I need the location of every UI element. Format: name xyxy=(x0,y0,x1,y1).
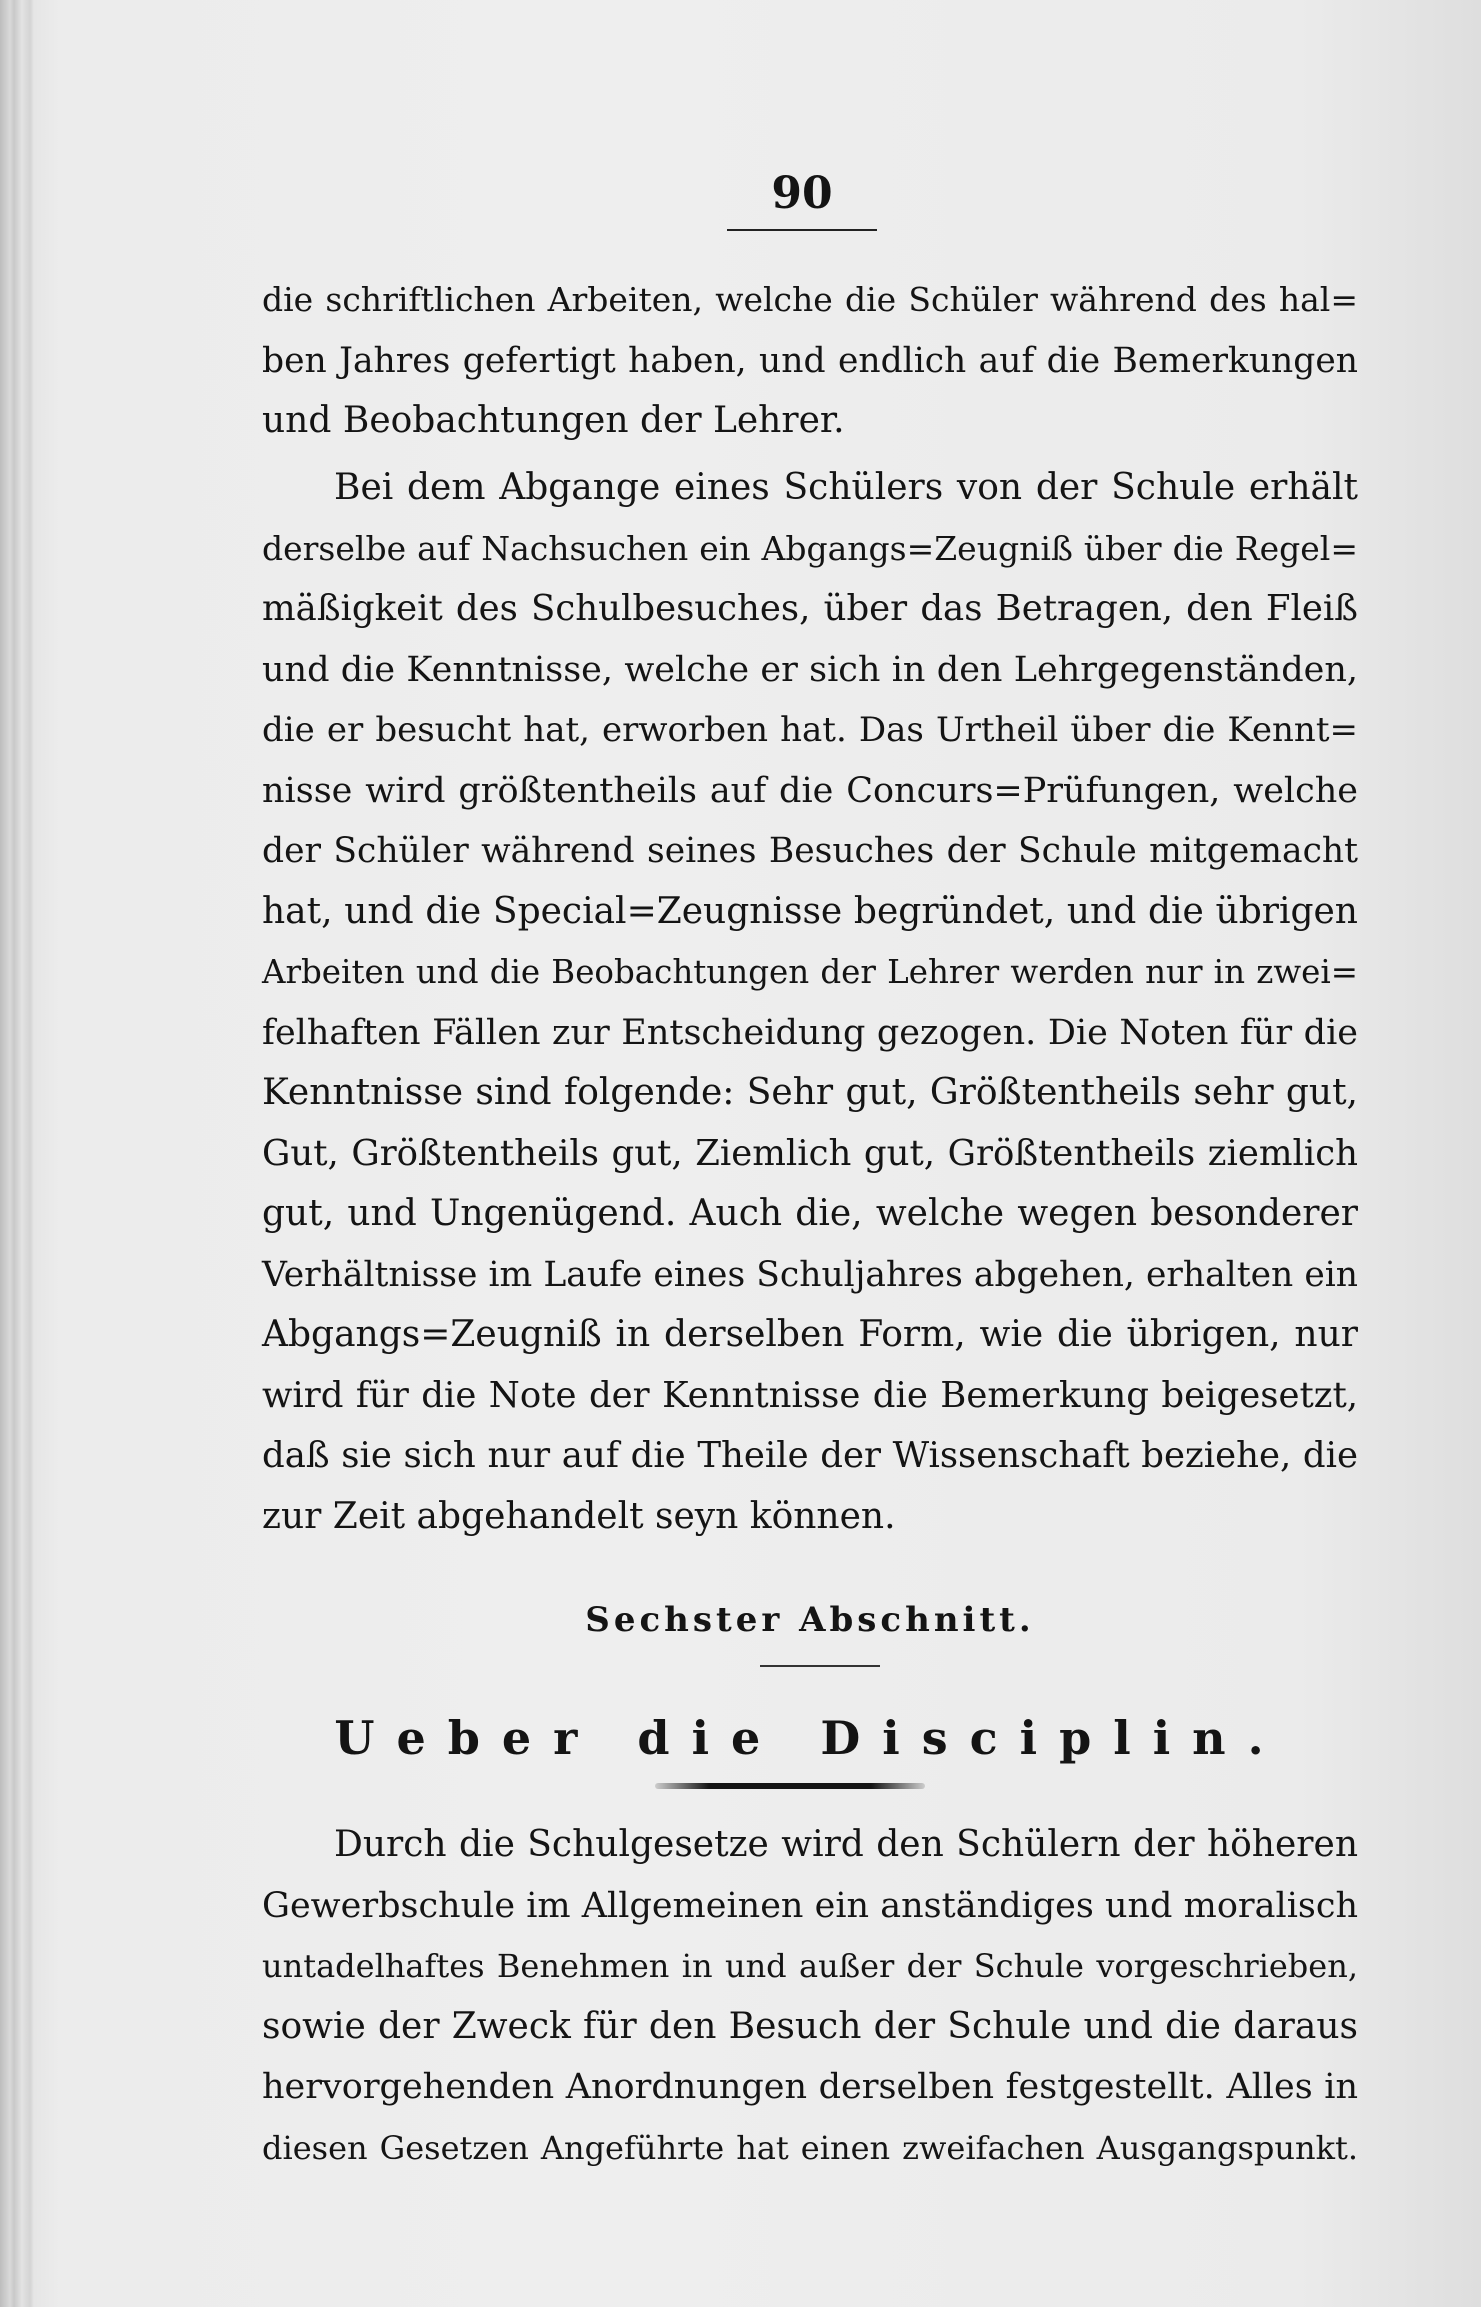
text-line: sowie der Zweck für den Besuch der Schule und die daraus xyxy=(262,2005,1358,2047)
paragraph-leaving-certificate xyxy=(262,458,1358,1547)
text-line: hat, und die Special=Zeugnisse begründet, und die übrigen xyxy=(262,890,1358,932)
section-heading-rule xyxy=(760,1665,880,1667)
text-line: Gut, Größtentheils gut, Ziemlich gut, Größtentheils ziemlich xyxy=(262,1132,1358,1174)
text-line: nisse wird größtentheils auf die Concurs=Prüfungen, welche xyxy=(262,770,1358,811)
page-binding-edge xyxy=(0,0,34,2307)
text-line: der Schüler während seines Besuches der Schule mitgemacht xyxy=(262,831,1358,871)
subtitle-rule xyxy=(655,1783,925,1789)
text-line: derselbe auf Nachsuchen ein Abgangs=Zeugniß über die Regel= xyxy=(262,528,1358,568)
text-line: die schriftlichen Arbeiten, welche die Schüler während des hal= xyxy=(262,280,1358,319)
paragraph-discipline xyxy=(262,1815,1358,2178)
text-line: Arbeiten und die Beobachtungen der Lehrer werden nur in zwei= xyxy=(262,953,1358,991)
text-line: Bei dem Abgange eines Schülers von der Schule erhält xyxy=(334,467,1358,508)
text-line: Gewerbschule im Allgemeinen ein anständiges und moralisch xyxy=(262,1885,1358,1926)
section-subtitle: Ueber die Disciplin. xyxy=(334,1711,1286,1765)
text-line: Verhältnisse im Laufe eines Schuljahres abgehen, erhalten ein xyxy=(262,1254,1358,1295)
paragraph-continued xyxy=(262,270,1358,452)
text-line: zur Zeit abgehandelt seyn können. xyxy=(262,1495,896,1537)
page-number-rule xyxy=(727,229,877,231)
text-line: felhaften Fällen zur Entscheidung gezogen. Die Noten für die xyxy=(262,1012,1358,1053)
text-line: hervorgehenden Anordnungen derselben festgestellt. Alles in xyxy=(262,2067,1358,2107)
section-heading: Sechster Abschnitt. xyxy=(585,1600,1035,1640)
text-line: Durch die Schulgesetze wird den Schülern der höheren xyxy=(334,1824,1358,1865)
text-line: untadelhaftes Benehmen in und außer der Schule vorgeschrieben, xyxy=(262,1947,1358,1985)
text-line: wird für die Note der Kenntnisse die Bemerkung beigesetzt, xyxy=(262,1374,1358,1416)
text-line: Abgangs=Zeugniß in derselben Form, wie die übrigen, nur xyxy=(262,1314,1358,1355)
text-line: daß sie sich nur auf die Theile der Wissenschaft beziehe, die xyxy=(262,1435,1358,1476)
text-line: ben Jahres gefertigt haben, und endlich auf die Bemerkungen xyxy=(262,340,1358,381)
text-line: die er besucht hat, erworben hat. Das Urtheil über die Kennt= xyxy=(262,710,1358,750)
text-line: diesen Gesetzen Angeführte hat einen zweifachen Ausgangspunkt. xyxy=(262,2128,1358,2167)
text-line: Kenntnisse sind folgende: Sehr gut, Größtentheils sehr gut, xyxy=(262,1072,1358,1113)
page-number: 90 xyxy=(771,168,833,219)
text-line: mäßigkeit des Schulbesuches, über das Betragen, den Fleiß xyxy=(262,588,1358,629)
text-line: und die Kenntnisse, welche er sich in den Lehrgegenständen, xyxy=(262,649,1358,690)
text-line: gut, und Ungenügend. Auch die, welche wegen besonderer xyxy=(262,1193,1358,1234)
text-line: und Beobachtungen der Lehrer. xyxy=(262,400,845,441)
